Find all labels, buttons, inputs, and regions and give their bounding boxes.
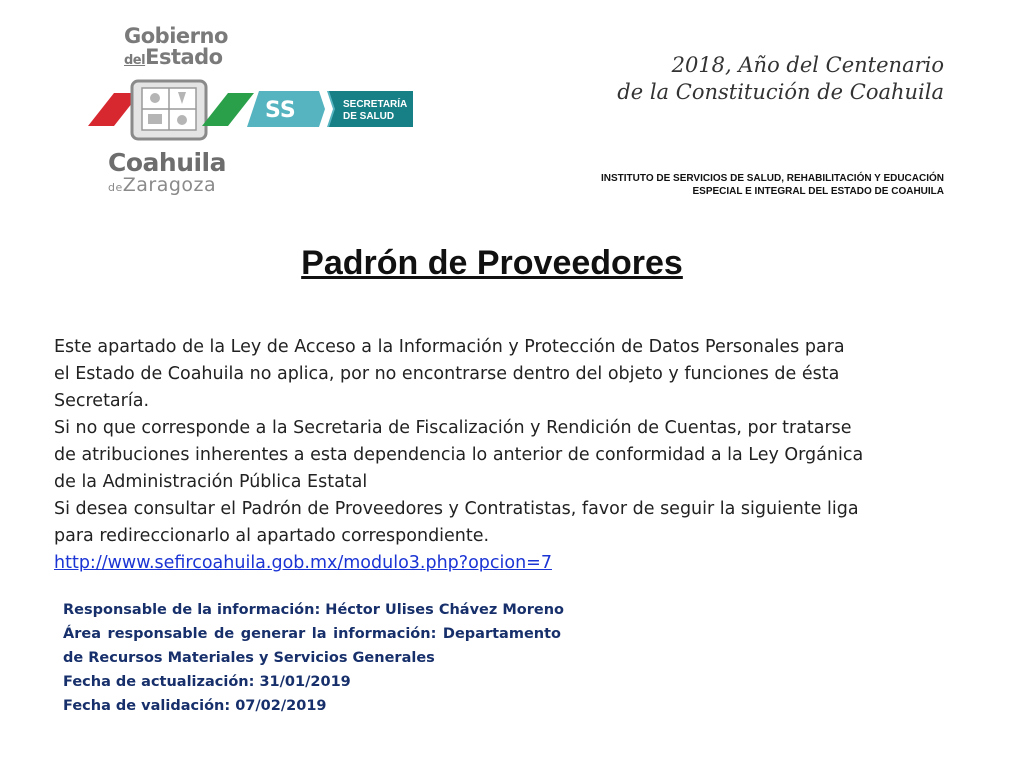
paragraph-2: Si no que corresponde a la Secretaria de Fiscalización y Rendición de Cuentas, por tratarse de atribuciones inherentes a esta dependencia lo anterior de conformidad a la Ley Orgánica de la Administración Pública Estatal (54, 418, 864, 492)
body-text (54, 334, 864, 577)
responsible-line1: Responsable de la información: Héctor Ulises Chávez Moreno (63, 602, 565, 618)
paragraph-1: Este apartado de la Ley de Acceso a la Información y Protección de Datos Personales para el Estado de Coahuila no aplica, por no encontrarse dentro del objeto y funciones de ésta Secretaría. (54, 337, 845, 411)
paragraph-3: Si desea consultar el Padrón de Proveedores y Contratistas, favor de seguir la siguiente liga para redireccionarlo al apartado correspondiente. (54, 499, 859, 546)
centenario-slogan (617, 52, 944, 106)
page-title: Padrón de Proveedores (301, 244, 683, 282)
ss-abbr: SS (265, 98, 296, 123)
institute-line2: ESPECIAL E INTEGRAL DEL ESTADO DE COAHUILA (692, 186, 944, 197)
responsible-info (63, 598, 565, 718)
ss-secretaria-line2: DE SALUD (343, 111, 395, 122)
institute-name (601, 172, 944, 198)
responsible-line2: Área responsable de generar la información: Departamento (63, 626, 561, 642)
validation-date: Fecha de validación: 07/02/2019 (63, 698, 327, 714)
institute-line1: INSTITUTO DE SERVICIOS DE SALUD, REHABILITACIÓN Y EDUCACIÓN (601, 173, 944, 184)
logo-gobierno-text: Gobierno delEstado (124, 24, 228, 69)
responsible-line3: de Recursos Materiales y Servicios Generales (63, 650, 435, 666)
slogan-line2: de la Constitución de Coahuila (617, 80, 944, 104)
update-date: Fecha de actualización: 31/01/2019 (63, 674, 351, 690)
slogan-line1: 2018, Año del Centenario (671, 53, 944, 77)
proveedores-link[interactable]: http://www.sefircoahuila.gob.mx/modulo3.php?opcion=7 (54, 553, 552, 573)
ss-secretaria-line1: SECRETARÍA (343, 99, 408, 110)
secretaria-de-salud-logo (247, 91, 413, 127)
logo-zaragoza-text: deZaragoza (108, 174, 217, 196)
logo-coahuila-text: Coahuila (108, 148, 226, 177)
gobierno-coahuila-logo (82, 26, 422, 201)
